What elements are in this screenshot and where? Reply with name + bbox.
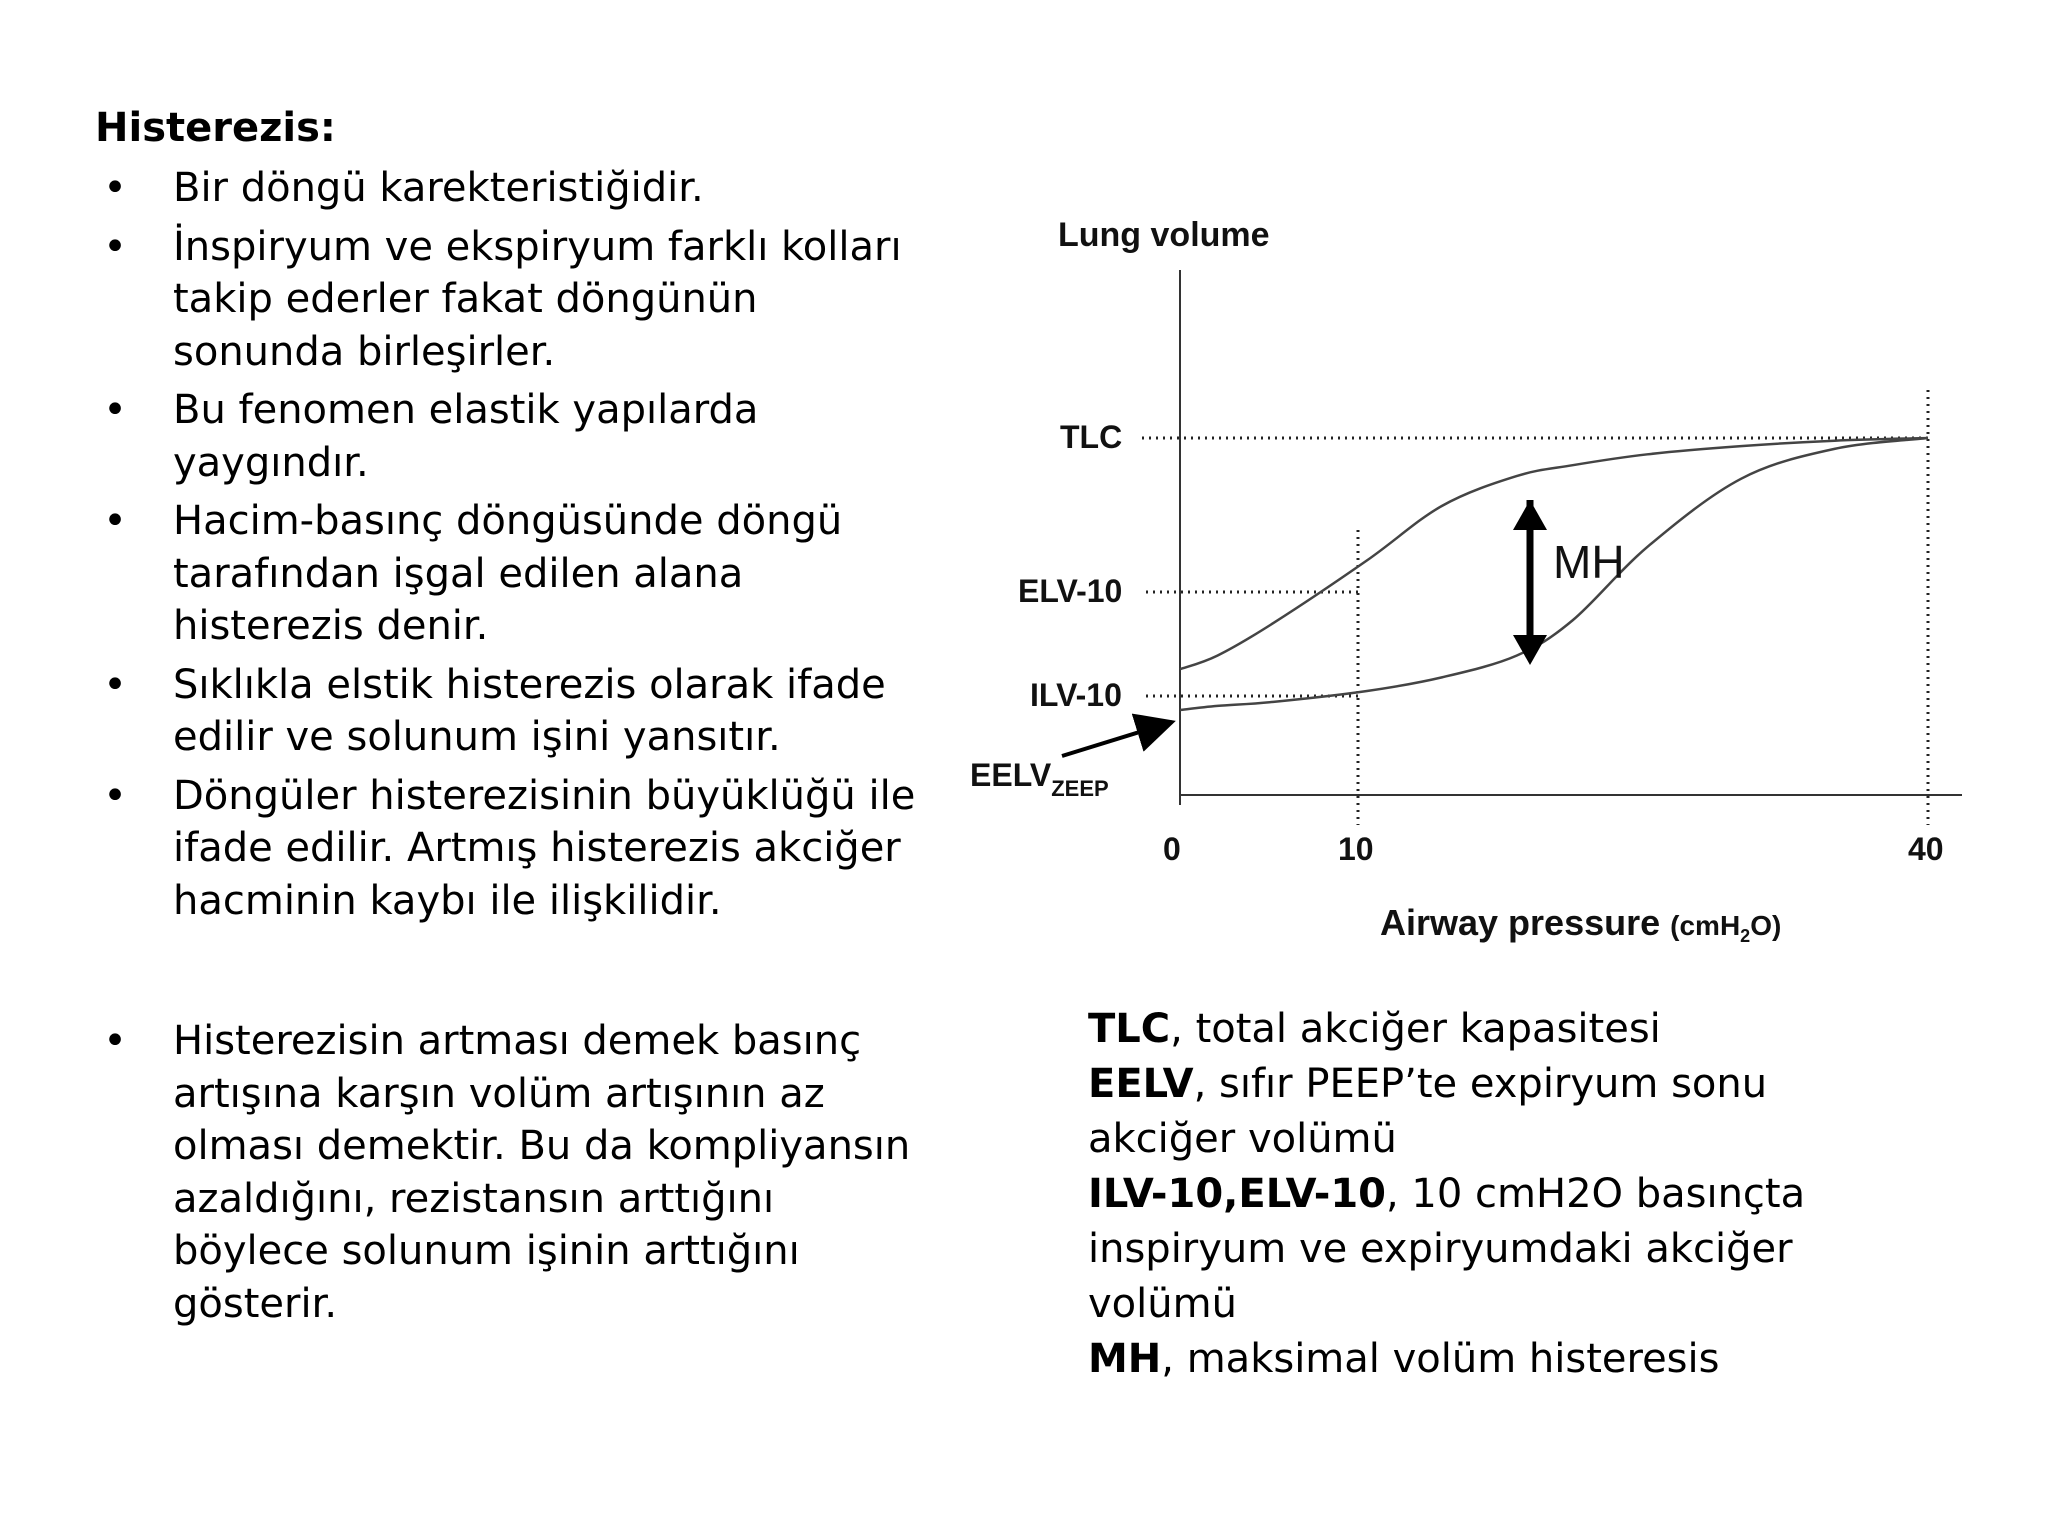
bullet-text: Hacim-basınç döngüsünde döngü tarafından işgal edilen alana histerezis denir. (173, 498, 843, 649)
mh-label: MH (1553, 536, 1625, 588)
eelv-sub-text: ZEEP (1051, 776, 1109, 801)
bullet-text: Bu fenomen elastik yapılarda yaygındır. (173, 387, 759, 486)
bullet-text: Sıklıkla elstik histerezis olarak ifade edilir ve solunum işini yansıtır. (173, 661, 886, 760)
legend-desc: volümü (1088, 1281, 1237, 1327)
legend-desc: akciğer volümü (1088, 1116, 1397, 1162)
legend-desc: , 10 cmH2O basınçta (1386, 1171, 1806, 1217)
legend-desc: , total akciğer kapasitesi (1170, 1006, 1661, 1052)
bullet-dot: • (103, 772, 127, 819)
eelv-main-text: EELV (970, 757, 1052, 793)
chart-legend (1088, 1002, 1988, 1387)
y-axis-label: Lung volume (1058, 216, 1270, 254)
legend-desc: , sıfır PEEP’te expiryum sonu (1193, 1061, 1768, 1107)
legend-term: EELV (1088, 1061, 1194, 1107)
x-axis-label (1380, 902, 1781, 946)
bullet-item (95, 1015, 925, 1330)
tlc-label: TLC (1060, 419, 1123, 455)
eelv-zeep-label (970, 757, 1109, 801)
bullet-dot: • (103, 661, 127, 708)
x-axis-label-subscript: 2 (1740, 926, 1751, 946)
legend-row (1088, 1332, 1988, 1387)
legend-desc: , maksimal volüm histeresis (1161, 1336, 1720, 1382)
bullet-list (95, 162, 925, 1330)
x-tick-label: 10 (1338, 831, 1374, 867)
bullet-dot: • (103, 1018, 127, 1064)
ilv10-label: ILV-10 (1030, 677, 1122, 713)
x-tick-label: 0 (1163, 831, 1181, 867)
bullet-item (95, 221, 925, 379)
mh-arrowhead-up (1513, 500, 1547, 530)
x-axis-label-main: Airway pressure (1380, 902, 1661, 943)
elv10-label: ELV-10 (1018, 573, 1123, 609)
section-heading: Histerezis: (95, 105, 336, 151)
legend-term: ILV-10,ELV-10 (1088, 1171, 1386, 1217)
bullet-dot: • (103, 387, 127, 433)
hysteresis-chart (950, 200, 1970, 970)
bullet-text: Histerezisin artması demek basınç artışına karşın volüm artışının az olması demektir. Bu da kompliyansın azaldığını, rezistansın arttığını böylece solunum işinin arttığını gösterir. (173, 1018, 911, 1327)
eelv-arrow (1062, 722, 1172, 756)
legend-row (1088, 1112, 1988, 1167)
legend-desc: inspiryum ve expiryumdaki akciğer (1088, 1226, 1793, 1272)
bullet-text: İnspiryum ve ekspiryum farklı kolları takip ederler fakat döngünün sonunda birleşirler. (173, 223, 902, 375)
x-tick-label: 40 (1908, 831, 1944, 867)
legend-term: MH (1088, 1336, 1162, 1382)
legend-row (1088, 1002, 1988, 1057)
bullet-item (95, 384, 925, 489)
legend-row (1088, 1222, 1988, 1277)
legend-row (1088, 1057, 1988, 1112)
bullet-dot: • (103, 223, 127, 270)
x-axis-label-unit-end: O) (1750, 910, 1782, 941)
bullet-item (95, 162, 925, 215)
legend-term: TLC (1088, 1006, 1171, 1052)
legend-row (1088, 1277, 1988, 1332)
bullet-item (95, 495, 925, 653)
bullet-dot: • (103, 165, 127, 211)
bullet-dot: • (103, 498, 127, 544)
legend-row (1088, 1167, 1988, 1222)
bullet-text: Bir döngü karekteristiğidir. (173, 165, 704, 211)
bullet-item (95, 659, 925, 764)
left-text-column (95, 100, 925, 1330)
x-axis-label-unit: (cmH (1670, 910, 1741, 941)
bullet-text: Döngüler histerezisinin büyüklüğü ile ifade edilir. Artmış histerezis akciğer hacminin kaybı ile ilişkilidir. (173, 772, 916, 924)
bullet-item (95, 770, 925, 928)
mh-arrowhead-down (1513, 635, 1547, 665)
